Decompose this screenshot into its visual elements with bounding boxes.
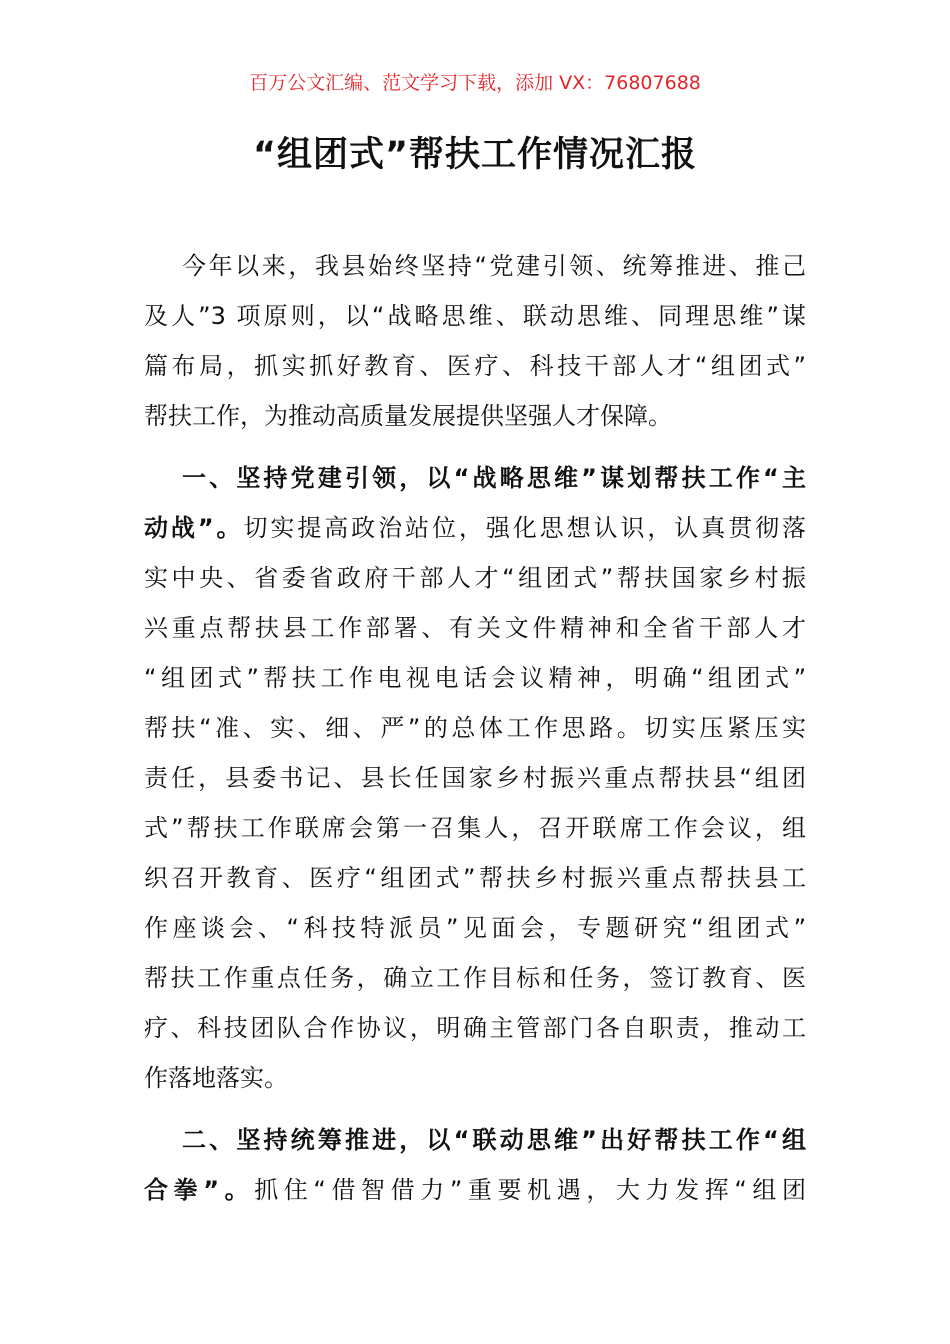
- text-line: [144, 391, 806, 441]
- text-line: [144, 241, 806, 291]
- text-line: [144, 1115, 806, 1165]
- body-text: 切实提高政治站位，强化思想认识，认真贯彻落: [243, 514, 806, 542]
- text-line: [144, 1053, 806, 1103]
- body-text: 责任，县委书记、县长任国家乡村振兴重点帮扶县“组团: [144, 764, 806, 792]
- paragraph: [144, 453, 806, 1103]
- text-line: [144, 1003, 806, 1053]
- text-line: [144, 853, 806, 903]
- body-text: 作座谈会、“科技特派员”见面会，专题研究“组团式”: [144, 914, 806, 942]
- body-text: 及人”3 项原则，以“战略思维、联动思维、同理思维”谋: [144, 302, 806, 330]
- section-heading-text: 二、坚持统筹推进，以“联动思维”出好帮扶工作“组: [182, 1126, 806, 1154]
- body-text: 疗、科技团队合作协议，明确主管部门各自职责，推动工: [144, 1014, 806, 1042]
- body-text: 帮扶工作，为推动高质量发展提供坚强人才保障。: [144, 402, 672, 430]
- document-body: [144, 241, 806, 1227]
- body-text: 篇布局，抓实抓好教育、医疗、科技干部人才“组团式”: [144, 352, 806, 380]
- body-text: 作落地落实。: [144, 1064, 288, 1092]
- text-line: [144, 553, 806, 603]
- body-text: 实中央、省委省政府干部人才“组团式”帮扶国家乡村振: [144, 564, 806, 592]
- text-line: [144, 653, 806, 703]
- text-line: [144, 341, 806, 391]
- watermark-header: 百万公文汇编、范文学习下载，添加 VX：76807688: [249, 72, 701, 94]
- body-text: 织召开教育、医疗“组团式”帮扶乡村振兴重点帮扶县工: [144, 864, 806, 892]
- text-line: [144, 603, 806, 653]
- body-text: 帮扶工作重点任务，确立工作目标和任务，签订教育、医: [144, 964, 806, 992]
- text-line: [144, 453, 806, 503]
- text-line: [144, 503, 806, 553]
- section-heading-text: 合拳”。: [144, 1176, 255, 1204]
- document-title: “组团式”帮扶工作情况汇报: [252, 135, 697, 175]
- text-line: [144, 953, 806, 1003]
- paragraph: [144, 1115, 806, 1215]
- body-text: “组团式”帮扶工作电视电话会议精神，明确“组团式”: [144, 664, 806, 692]
- text-line: [144, 903, 806, 953]
- text-line: [144, 803, 806, 853]
- body-text: 兴重点帮扶县工作部署、有关文件精神和全省干部人才: [144, 614, 806, 642]
- section-heading-text: 一、坚持党建引领，以“战略思维”谋划帮扶工作“主: [182, 464, 806, 492]
- text-line: [144, 291, 806, 341]
- body-text: 今年以来，我县始终坚持“党建引领、统筹推进、推己: [182, 252, 806, 280]
- text-line: [144, 1165, 806, 1215]
- body-text: 式”帮扶工作联席会第一召集人，召开联席工作会议，组: [144, 814, 806, 842]
- text-line: [144, 703, 806, 753]
- text-line: [144, 753, 806, 803]
- body-text: 抓住“借智借力”重要机遇，大力发挥“组团: [254, 1176, 806, 1204]
- section-heading-text: 动战”。: [144, 514, 244, 542]
- body-text: 帮扶“准、实、细、严”的总体工作思路。切实压紧压实: [144, 714, 806, 742]
- paragraph: [144, 241, 806, 441]
